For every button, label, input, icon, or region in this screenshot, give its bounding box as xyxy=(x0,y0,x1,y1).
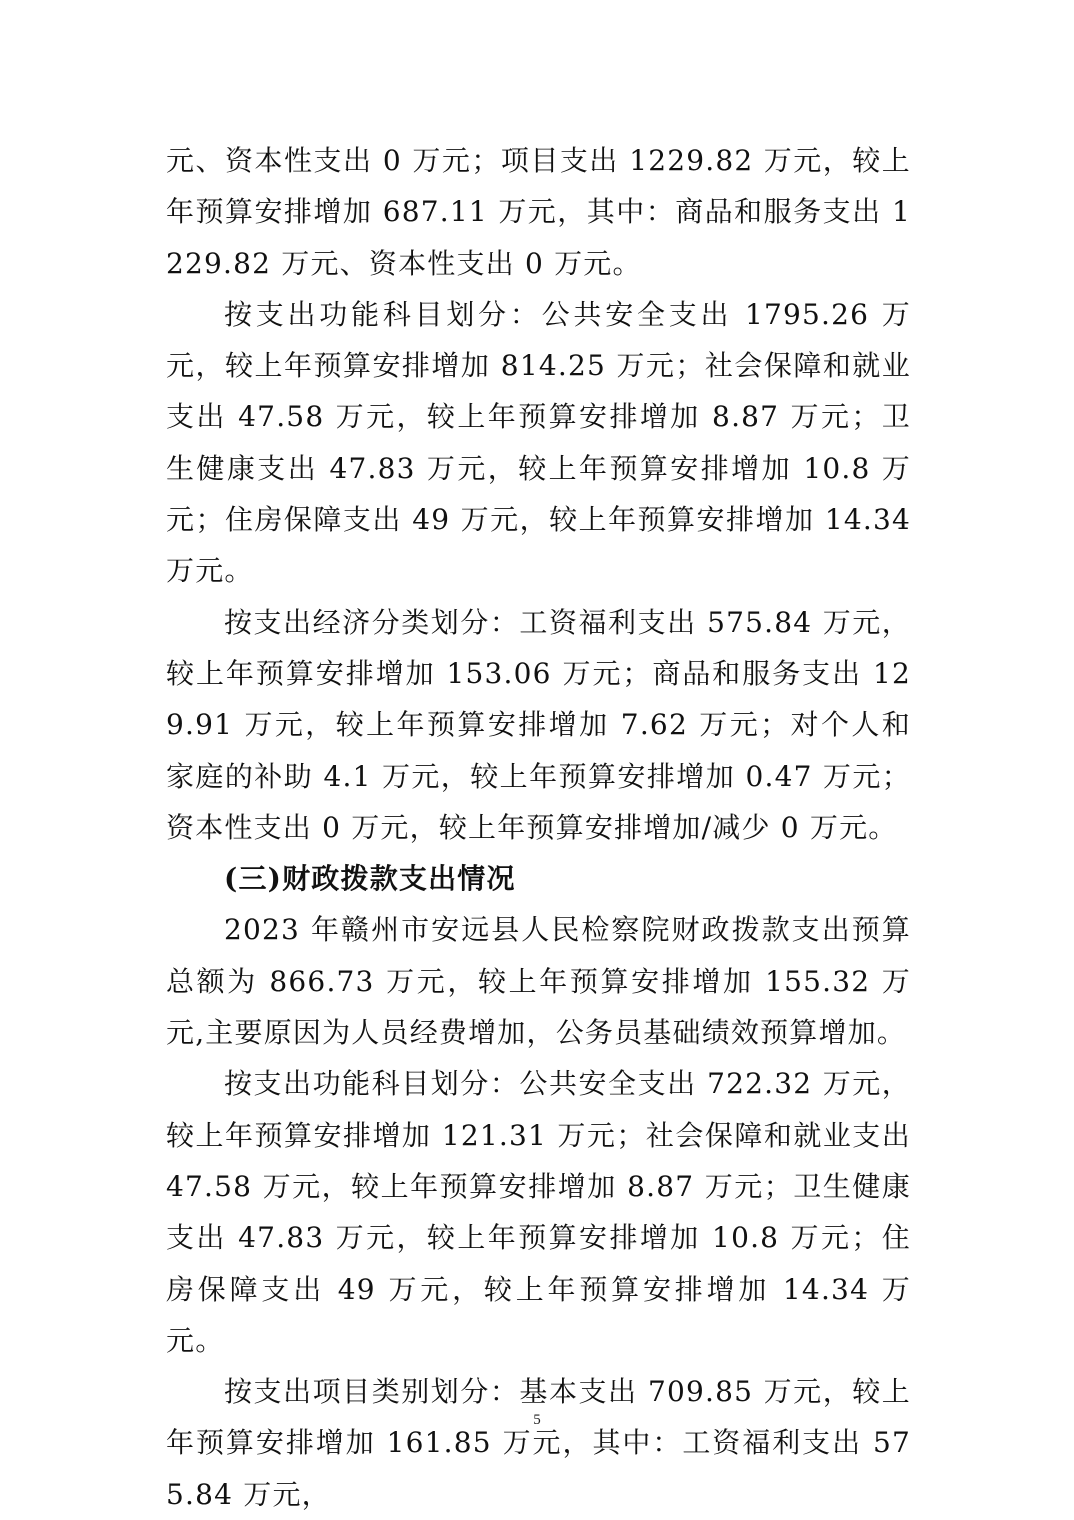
document-body xyxy=(166,135,911,1520)
paragraph-fiscal-functional-classification: 按支出功能科目划分：公共安全支出 722.32 万元，较上年预算安排增加 121.31 万元；社会保障和就业支出 47.58 万元，较上年预算安排增加 8.87 万元；卫生健康支出 47.83 万元，较上年预算安排增加 10.8 万元；住房保障支出 49 万元，较上年预算安排增加 14.34 万元。 xyxy=(166,1067,911,1357)
paragraph-functional-classification: 按支出功能科目划分：公共安全支出 1795.26 万元，较上年预算安排增加 814.25 万元；社会保障和就业支出 47.58 万元，较上年预算安排增加 8.87 万元；卫生健康支出 47.83 万元，较上年预算安排增加 10.8 万元；住房保障支出 49 万元，较上年预算安排增加 14.34 万元。 xyxy=(166,297,911,588)
paragraph-continued-project-expenditure: 元、资本性支出 0 万元；项目支出 1229.82 万元，较上年预算安排增加 687.11 万元，其中：商品和服务支出 1229.82 万元、资本性支出 0 万元。 xyxy=(166,144,911,280)
section-heading-fiscal-appropriation: (三)财政拨款支出情况 xyxy=(224,862,516,896)
paragraph-economic-classification: 按支出经济分类划分：工资福利支出 575.84 万元，较上年预算安排增加 153.06 万元；商品和服务支出 129.91 万元，较上年预算安排增加 7.62 万元；对个人和家庭的补助 4.1 万元，较上年预算安排增加 0.47 万元；资本性支出 0 万元，较上年预算安排增加/减少 0 万元。 xyxy=(166,605,911,844)
paragraph-project-category: 按支出项目类别划分：基本支出 709.85 万元，较上年预算安排增加 161.85 万元，其中：工资福利支出 575.84 万元， xyxy=(166,1375,911,1511)
page-number: 5 xyxy=(533,1412,541,1428)
paragraph-fiscal-appropriation-total: 2023 年赣州市安远县人民检察院财政拨款支出预算总额为 866.73 万元，较上年预算安排增加 155.32 万元,主要原因为人员经费增加，公务员基础绩效预算增加。 xyxy=(166,913,911,1050)
